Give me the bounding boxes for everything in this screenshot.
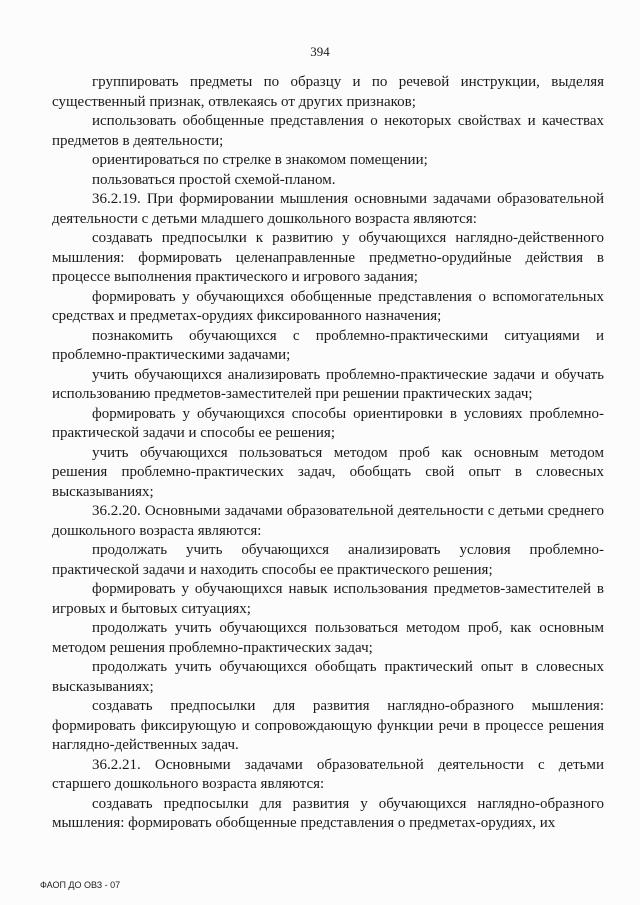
paragraph: использовать обобщенные представления о некоторых свойствах и качествах предметов в деятельности; [52,113,604,149]
footer-code: ФАОП ДО ОВЗ - 07 [40,880,121,890]
paragraph: учить обучающихся пользоваться методом проб как основным методом решения проблемно-практических задач, обобщать свой опыт в словесных высказываниях; [52,444,604,500]
paragraph: создавать предпосылки для развития у обучающихся наглядно-образного мышления: формировать обобщенные представления о предметах-орудиях, их [52,795,604,831]
paragraph: познакомить обучающихся с проблемно-практическими ситуациями и проблемно-практическими задачами; [52,327,604,363]
section-heading-paragraph: 36.2.20. Основными задачами образовательной деятельности с детьми среднего дошкольного возраста являются: [52,503,604,539]
section-heading-paragraph: 36.2.21. Основными задачами образовательной деятельности с детьми старшего дошкольного возраста являются: [52,756,604,792]
paragraph: создавать предпосылки для развития наглядно-образного мышления: формировать фиксирующую и сопровождающую функции речи в процессе решения наглядно-действенных задач. [52,698,604,753]
paragraph: продолжать учить обучающихся анализировать условия проблемно-практической задачи и находить способы ее практического решения; [52,542,604,578]
paragraph: продолжать учить обучающихся пользоваться методом проб, как основным методом решения проблемно-практических задач; [52,620,604,656]
paragraph: формировать у обучающихся навык использования предметов-заместителей в игровых и бытовых ситуациях; [52,581,604,617]
page-number: 394 [310,44,330,59]
paragraph: формировать у обучающихся способы ориентировки в условиях проблемно-практической задачи и способы ее решения; [52,405,604,441]
paragraph: пользоваться простой схемой-планом. [92,171,336,188]
paragraph: формировать у обучающихся обобщенные представления о вспомогательных средствах и предметах-орудиях фиксированного назначения; [52,288,604,324]
paragraph: создавать предпосылки к развитию у обучающихся наглядно-действенного мышления: формировать целенаправленные предметно-орудийные действия в процессе выполнения практического и игрового задания; [52,230,604,285]
body-text [52,73,604,834]
paragraph: продолжать учить обучающихся обобщать практический опыт в словесных высказываниях; [52,659,604,695]
paragraph: ориентироваться по стрелке в знакомом помещении; [92,152,428,168]
paragraph: учить обучающихся анализировать проблемно-практические задачи и обучать использованию предметов-заместителей при решении практических задач; [52,366,604,402]
paragraph: группировать предметы по образцу и по речевой инструкции, выделяя существенный признак, отвлекаясь от других признаков; [52,74,604,110]
section-heading-paragraph: 36.2.19. При формировании мышления основными задачами образовательной деятельности с детьми младшего дошкольного возраста являются: [52,191,604,227]
